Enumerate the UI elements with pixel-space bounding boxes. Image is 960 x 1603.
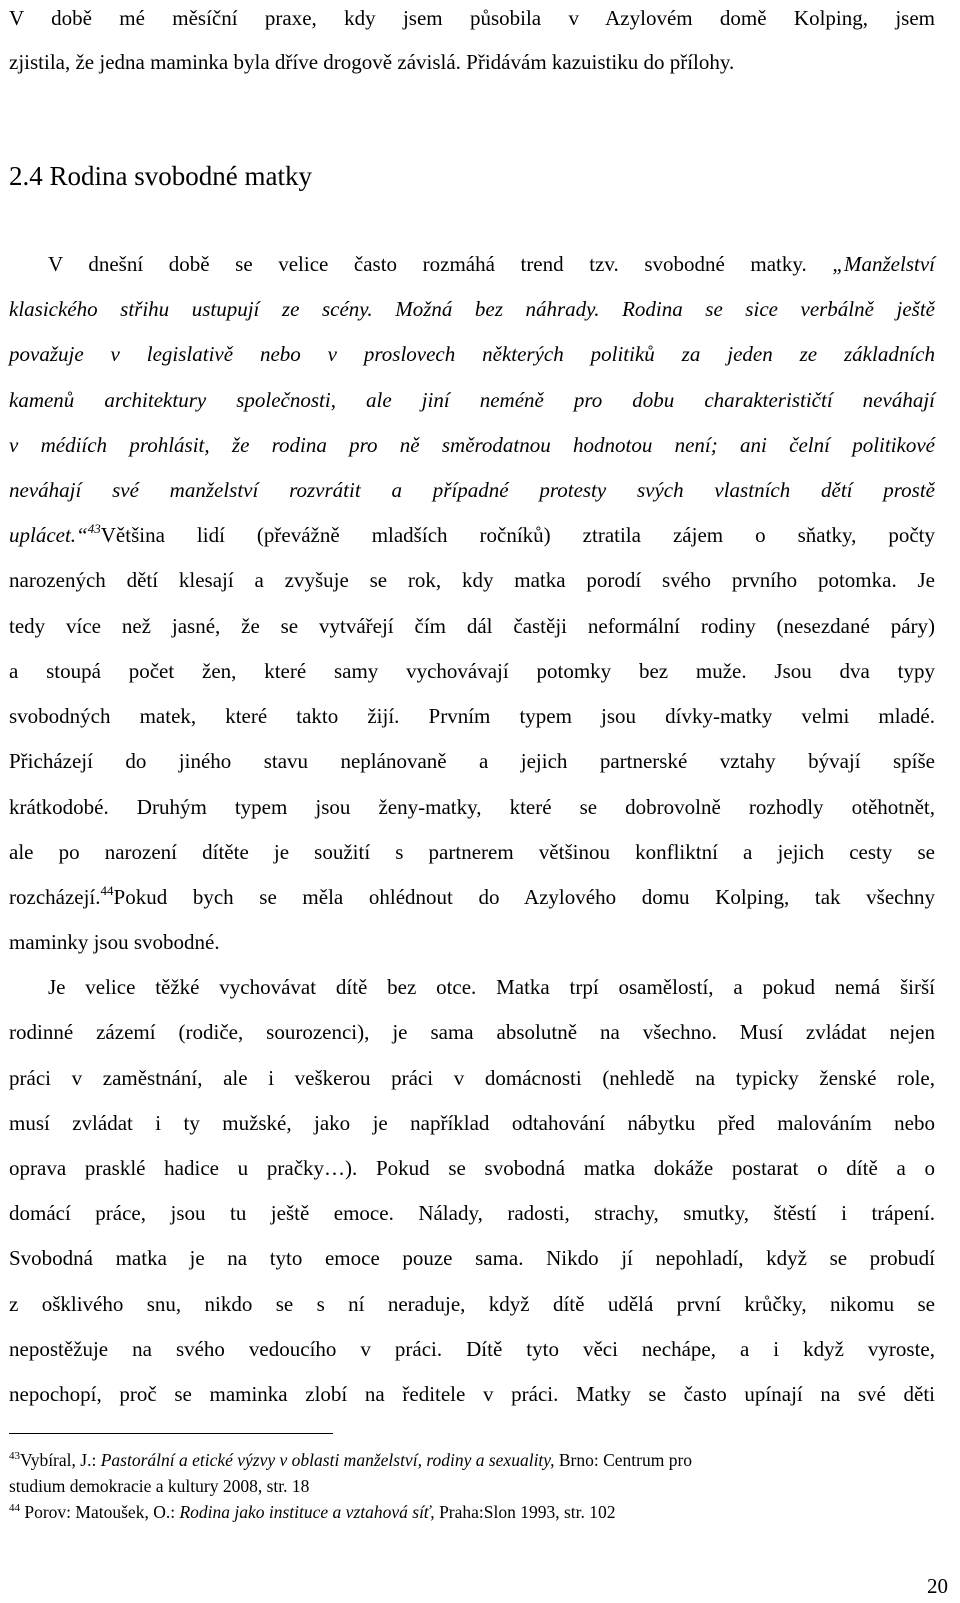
paragraph-line: rodinné zázemí (rodiče, sourozenci), je sama absolutně na všechno. Musí zvládat nejen — [9, 1020, 935, 1044]
paragraph-line: domácí práce, jsou tu ještě emoce. Nálady, radosti, strachy, smutky, štěstí i trápení. — [9, 1201, 935, 1225]
paragraph-line: tedy více než jasné, že se vytvářejí čím dál častěji neformální rodiny (nesezdané páry) — [9, 614, 935, 638]
paragraph-line: Je velice těžké vychovávat dítě bez otce. Matka trpí osamělostí, a pokud nemá širší — [48, 975, 935, 999]
paragraph-line: z ošklivého snu, nikdo se s ní neraduje, když dítě udělá první krůčky, nikomu se — [9, 1292, 935, 1316]
paragraph-line: maminky jsou svobodné. — [9, 930, 220, 954]
paragraph-line: práci v zaměstnání, ale i veškerou práci v domácnosti (nehledě na typicky ženské role, — [9, 1066, 935, 1090]
paragraph-line: krátkodobé. Druhým typem jsou ženy-matky, které se dobrovolně rozhodly otěhotnět, — [9, 795, 935, 819]
paragraph-line: Přicházejí do jiného stavu neplánovaně a jejich partnerské vztahy bývají spíše — [9, 749, 935, 773]
paragraph-line: nepostěžuje na svého vedoucího v práci. Dítě tyto věci nechápe, a i když vyroste, — [9, 1337, 935, 1361]
intro-line: zjistila, že jedna maminka byla dříve drogově závislá. Přidávám kazuistiku do přílohy. — [9, 50, 735, 74]
paragraph-line: neváhají své manželství rozvrátit a případné protesty svých vlastních dětí prostě — [9, 478, 935, 502]
paragraph-line: narozených dětí klesají a zvyšuje se rok, kdy matka porodí svého prvního potomka. Je — [9, 568, 935, 592]
paragraph-line: nepochopí, proč se maminka zlobí na ředitele v práci. Matky se často upínají na své děti — [9, 1382, 935, 1406]
footnote-43: $^{43}$Vybíral, J.: Pastorální a etické výzvy v oblasti manželství, rodiny a sexuality, Brno: Centrum pro — [9, 1450, 693, 1470]
paragraph-line: považuje v legislativě nebo v proslovech některých politiků za jeden ze základních — [9, 342, 935, 366]
paragraph-line: a stoupá počet žen, které samy vychovávají potomky bez muže. Jsou dva typy — [9, 659, 935, 683]
footnote-ref: 43 — [87, 521, 101, 536]
footnote-ref: 44 — [100, 883, 114, 898]
paragraph-line: rozcházejí.$^{44}$Pokud bych se měla ohlédnout do Azylového domu Kolping, tak všechny — [9, 883, 935, 909]
paragraph-line: V dnešní době se velice často rozmáhá trend tzv. svobodné matky. „Manželství — [48, 252, 935, 276]
paragraph-line: uplácet.“$^{43}$Většina lidí (převážně mladších ročníků) ztratila zájem o sňatky, počty — [9, 521, 935, 547]
paragraph-line: oprava prasklé hadice u pračky…). Pokud se svobodná matka dokáže postarat o dítě a o — [9, 1156, 935, 1180]
intro-line: V době mé měsíční praxe, kdy jsem působila v Azylovém domě Kolping, jsem — [9, 6, 935, 30]
paragraph-line: kamenů architektury společnosti, ale jiní neméně pro dobu charakterističtí neváhají — [9, 388, 935, 412]
section-heading: 2.4 Rodina svobodné matky — [9, 161, 312, 191]
footnote-43-cont: studium demokracie a kultury 2008, str. 18 — [9, 1476, 310, 1496]
footnote-number: 44 — [9, 1502, 20, 1514]
paragraph-line: svobodných matek, které takto žijí. Prvním typem jsou dívky-matky velmi mladé. — [9, 704, 935, 728]
footnote-number: 43 — [9, 1450, 20, 1462]
paragraph-line: v médiích prohlásit, že rodina pro ně směrodatnou hodnotou není; ani čelní politikové — [9, 433, 935, 457]
page-number: 20 — [927, 1574, 948, 1598]
paragraph-line: Svobodná matka je na tyto emoce pouze sama. Nikdo jí nepohladí, když se probudí — [9, 1246, 935, 1270]
paragraph-line: ale po narození dítěte je soužití s partnerem většinou konfliktní a jejich cesty se — [9, 840, 935, 864]
footnote-44: $^{44}$ Porov: Matoušek, O.: Rodina jako instituce a vztahová síť, Praha:Slon 1993, str. 102 — [9, 1502, 616, 1522]
footnote-separator — [9, 1433, 333, 1434]
paragraph-line: musí zvládat i ty mužské, jako je například odtahování nábytku před malováním nebo — [9, 1111, 935, 1135]
paragraph-line: klasického střihu ustupují ze scény. Možná bez náhrady. Rodina se sice verbálně ještě — [9, 297, 935, 321]
